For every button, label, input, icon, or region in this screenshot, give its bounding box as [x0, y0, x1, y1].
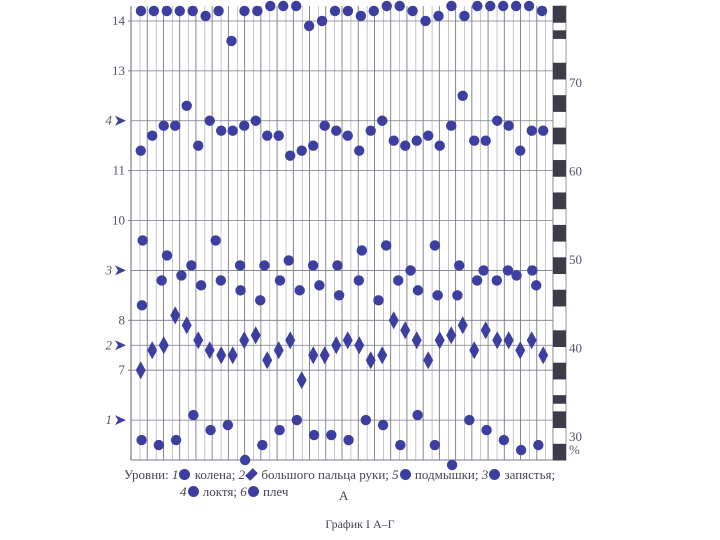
data-point-circle [285, 150, 295, 160]
data-point-circle [304, 21, 314, 31]
data-point-diamond [481, 321, 491, 339]
data-point-circle [435, 140, 445, 150]
right-tick-label: 70 [569, 75, 582, 91]
data-point-circle [533, 440, 543, 450]
data-point-circle [469, 136, 479, 146]
right-bar [553, 6, 566, 461]
data-point-circle [170, 121, 180, 131]
right-bar-segment [553, 103, 566, 112]
data-point-circle [294, 285, 304, 295]
right-bar-segment [553, 160, 566, 169]
circle-icon [489, 469, 500, 480]
data-point-diamond [538, 346, 548, 364]
data-point-circle [378, 420, 388, 430]
legend-num: 4 [180, 484, 187, 499]
right-bar-segment [553, 71, 566, 80]
data-point-circle [423, 131, 433, 141]
legend-text: запястья; [504, 467, 556, 482]
legend-row-2 [124, 483, 584, 500]
data-point-circle [472, 1, 482, 11]
data-point-circle [275, 275, 285, 285]
data-point-diamond [205, 341, 215, 359]
data-point-circle [389, 136, 399, 146]
data-point-circle [205, 425, 215, 435]
data-point-circle [537, 6, 547, 16]
legend-num: 6 [240, 484, 247, 499]
right-bar-segment [553, 192, 566, 201]
data-point-circle [136, 435, 146, 445]
right-bar-segment [553, 419, 566, 428]
data-point-circle [154, 440, 164, 450]
data-point-circle [187, 6, 197, 16]
right-bar-segment [553, 63, 566, 72]
circle-icon [179, 469, 190, 480]
data-point-circle [278, 1, 288, 11]
data-point-circle [527, 126, 537, 136]
right-bar-segment [553, 201, 566, 210]
right-bar-segment [553, 298, 566, 307]
data-point-circle [407, 6, 417, 16]
circle-icon [188, 486, 199, 497]
circle-icon [248, 486, 259, 497]
data-point-circle [137, 235, 147, 245]
data-point-diamond [182, 316, 192, 334]
data-point-circle [361, 415, 371, 425]
data-point-circle [257, 440, 267, 450]
data-point-circle [291, 1, 301, 11]
data-point-circle [193, 140, 203, 150]
legend-num: 2 [238, 467, 246, 482]
data-point-circle [205, 116, 215, 126]
data-point-circle [369, 6, 379, 16]
data-point-circle [343, 435, 353, 445]
legend-text: подмышки; [414, 467, 479, 482]
level-arrow-icon [115, 415, 126, 425]
data-point-circle [216, 275, 226, 285]
data-point-circle [262, 131, 272, 141]
data-point-circle [175, 6, 185, 16]
data-point-circle [171, 435, 181, 445]
data-point-circle [274, 131, 284, 141]
data-point-circle [147, 131, 157, 141]
data-point-circle [196, 280, 206, 290]
data-point-circle [430, 240, 440, 250]
data-point-circle [343, 131, 353, 141]
legend-item-elbow [180, 484, 237, 499]
data-point-circle [481, 136, 491, 146]
data-point-diamond [458, 316, 468, 334]
data-point-circle [381, 240, 391, 250]
data-point-circle [511, 270, 521, 280]
diamond-icon [245, 468, 258, 481]
data-point-circle [485, 1, 495, 11]
data-point-diamond [331, 336, 341, 354]
legend-text: большого пальца руки; [261, 467, 389, 482]
data-point-diamond [216, 346, 226, 364]
legend-row-1 [124, 466, 584, 483]
data-point-diamond [147, 341, 157, 359]
data-point-diamond [170, 306, 180, 324]
data-point-circle [240, 455, 250, 465]
legend-num: 1 [171, 467, 179, 482]
left-tick-label: 7 [118, 362, 125, 378]
data-point-circle [366, 126, 376, 136]
grid [131, 6, 566, 460]
data-point-circle [255, 295, 265, 305]
data-point-diamond [274, 341, 284, 359]
circle-icon [400, 469, 411, 480]
data-point-circle [314, 280, 324, 290]
data-point-circle [176, 270, 186, 280]
legend [124, 466, 584, 500]
data-point-diamond [297, 371, 307, 389]
legend-item-wrist [482, 467, 555, 482]
data-point-circle [330, 6, 340, 16]
data-point-circle [393, 275, 403, 285]
data-point-diamond [389, 311, 399, 329]
data-point-circle [223, 420, 233, 430]
data-point-circle [162, 250, 172, 260]
panel-letter: А [339, 488, 349, 503]
data-point-circle [492, 275, 502, 285]
data-point-circle [538, 126, 548, 136]
data-point-circle [137, 300, 147, 310]
level-arrow-icon [115, 265, 126, 275]
data-point-circle [308, 140, 318, 150]
right-tick-label: 30 [569, 429, 582, 445]
data-point-circle [382, 1, 392, 11]
right-bar-segment [553, 14, 566, 23]
data-point-circle [373, 295, 383, 305]
data-point-circle [478, 265, 488, 275]
data-point-circle [216, 126, 226, 136]
legend-text: плеч [262, 484, 289, 499]
data-point-circle [412, 410, 422, 420]
level-marker-label: 2 [105, 337, 112, 353]
legend-text: колена; [194, 467, 236, 482]
right-bar-segment [553, 136, 566, 145]
data-point-circle [239, 121, 249, 131]
data-point-circle [432, 290, 442, 300]
right-tick-label: 50 [569, 252, 582, 268]
data-point-diamond [527, 331, 537, 349]
data-point-circle [228, 126, 238, 136]
level-marker-label: 1 [105, 412, 112, 428]
figure-caption: График I А–Г [325, 517, 395, 531]
data-point-circle [343, 6, 353, 16]
right-bar-segment [553, 363, 566, 372]
data-point-circle [458, 91, 468, 101]
data-point-diamond [400, 321, 410, 339]
data-point-circle [274, 425, 284, 435]
data-point-circle [492, 116, 502, 126]
data-point-circle [405, 265, 415, 275]
right-bar-segment [553, 233, 566, 242]
data-point-circle [394, 1, 404, 11]
data-point-circle [292, 415, 302, 425]
data-point-circle [251, 116, 261, 126]
data-point-circle [511, 1, 521, 11]
data-point-circle [356, 11, 366, 21]
data-point-circle [332, 260, 342, 270]
data-point-circle [159, 121, 169, 131]
data-point-circle [464, 415, 474, 425]
axes [105, 13, 583, 457]
data-point-circle [531, 280, 541, 290]
legend-num: 3 [481, 467, 489, 482]
left-tick-label: 11 [112, 162, 125, 178]
right-bar-segment [553, 330, 566, 339]
legend-item-armpit [392, 467, 478, 482]
data-point-circle [297, 145, 307, 155]
data-point-circle [357, 245, 367, 255]
data-point-diamond [377, 346, 387, 364]
data-point-circle [149, 6, 159, 16]
right-bar-segment [553, 257, 566, 266]
right-axis-unit: % [569, 442, 580, 458]
data-point-circle [527, 265, 537, 275]
data-point-diamond [492, 331, 502, 349]
data-point-circle [308, 260, 318, 270]
data-point-circle [413, 285, 423, 295]
data-point-circle [420, 16, 430, 26]
right-bar-segment [553, 168, 566, 177]
data-point-circle [498, 1, 508, 11]
data-point-diamond [239, 331, 249, 349]
data-point-diamond [412, 331, 422, 349]
data-point-circle [188, 410, 198, 420]
data-point-circle [182, 101, 192, 111]
data-point-circle [259, 260, 269, 270]
data-point-diamond [354, 336, 364, 354]
data-point-circle [430, 440, 440, 450]
data-point-circle [459, 11, 469, 21]
data-point-circle [265, 1, 275, 11]
data-point-circle [162, 6, 172, 16]
data-point-diamond [251, 326, 261, 344]
level-arrow-icon [115, 340, 126, 350]
data-point-diamond [136, 361, 146, 379]
data-point-circle [395, 440, 405, 450]
data-point-circle [354, 145, 364, 155]
data-point-circle [326, 430, 336, 440]
data-point-circle [499, 435, 509, 445]
data-point-circle [309, 430, 319, 440]
data-point-circle [446, 121, 456, 131]
data-point-circle [377, 116, 387, 126]
data-point-circle [317, 16, 327, 26]
left-tick-label: 14 [112, 12, 125, 28]
data-point-circle [454, 260, 464, 270]
data-point-circle [213, 6, 223, 16]
data-point-circle [320, 121, 330, 131]
legend-item-shoulder [240, 484, 288, 499]
left-tick-label: 8 [118, 312, 125, 328]
right-bar-segment [553, 444, 566, 453]
right-tick-label: 60 [569, 163, 582, 179]
data-point-circle [412, 136, 422, 146]
data-point-diamond [159, 336, 169, 354]
data-point-circle [235, 285, 245, 295]
data-point-circle [136, 6, 146, 16]
right-bar-segment [553, 95, 566, 104]
data-point-circle [186, 260, 196, 270]
level-marker-label: 3 [105, 262, 112, 278]
data-point-circle [433, 11, 443, 21]
data-point-circle [284, 255, 294, 265]
data-point-diamond [469, 341, 479, 359]
right-bar-segment [553, 395, 566, 404]
data-point-diamond [446, 326, 456, 344]
right-bar-segment [553, 452, 566, 461]
right-bar-segment [553, 6, 566, 15]
data-point-circle [156, 275, 166, 285]
data-point-diamond [193, 331, 203, 349]
data-point-diamond [423, 351, 433, 369]
data-point-circle [239, 6, 249, 16]
legend-num: 5 [392, 467, 399, 482]
legend-prefix: Уровни: [124, 467, 169, 482]
data-point-diamond [320, 346, 330, 364]
right-bar-segment [553, 411, 566, 420]
data-point-circle [481, 425, 491, 435]
data-point-circle [211, 235, 221, 245]
data-point-diamond [504, 331, 514, 349]
data-point-circle [452, 290, 462, 300]
data-point-circle [504, 121, 514, 131]
data-point-diamond [515, 341, 525, 359]
data-point-circle [524, 1, 534, 11]
data-point-diamond [228, 346, 238, 364]
legend-item-thumb [239, 467, 389, 482]
data-point-circle [515, 145, 525, 155]
legend-text: локтя; [202, 484, 237, 499]
right-bar-segment [553, 338, 566, 347]
right-bar-segment [553, 290, 566, 299]
data-point-circle [472, 275, 482, 285]
right-bar-segment [553, 128, 566, 137]
left-tick-label: 13 [112, 62, 125, 78]
data-point-circle [334, 290, 344, 300]
left-tick-label: 10 [112, 212, 125, 228]
data-point-circle [446, 1, 456, 11]
data-point-diamond [262, 351, 272, 369]
data-point-circle [516, 445, 526, 455]
data-point-circle [400, 140, 410, 150]
data-point-circle [331, 126, 341, 136]
level-arrow-icon [115, 116, 126, 126]
right-bar-segment [553, 30, 566, 39]
data-point-circle [200, 11, 210, 21]
legend-item-knee [172, 467, 235, 482]
data-point-circle [252, 6, 262, 16]
data-point-circle [136, 145, 146, 155]
level-marker-label: 4 [105, 112, 112, 128]
data-point-circle [226, 36, 236, 46]
right-bar-segment [553, 265, 566, 274]
data-point-circle [235, 260, 245, 270]
data-point-diamond [435, 331, 445, 349]
data-point-circle [354, 275, 364, 285]
right-bar-segment [553, 371, 566, 380]
right-tick-label: 40 [569, 340, 582, 356]
right-bar-segment [553, 225, 566, 234]
